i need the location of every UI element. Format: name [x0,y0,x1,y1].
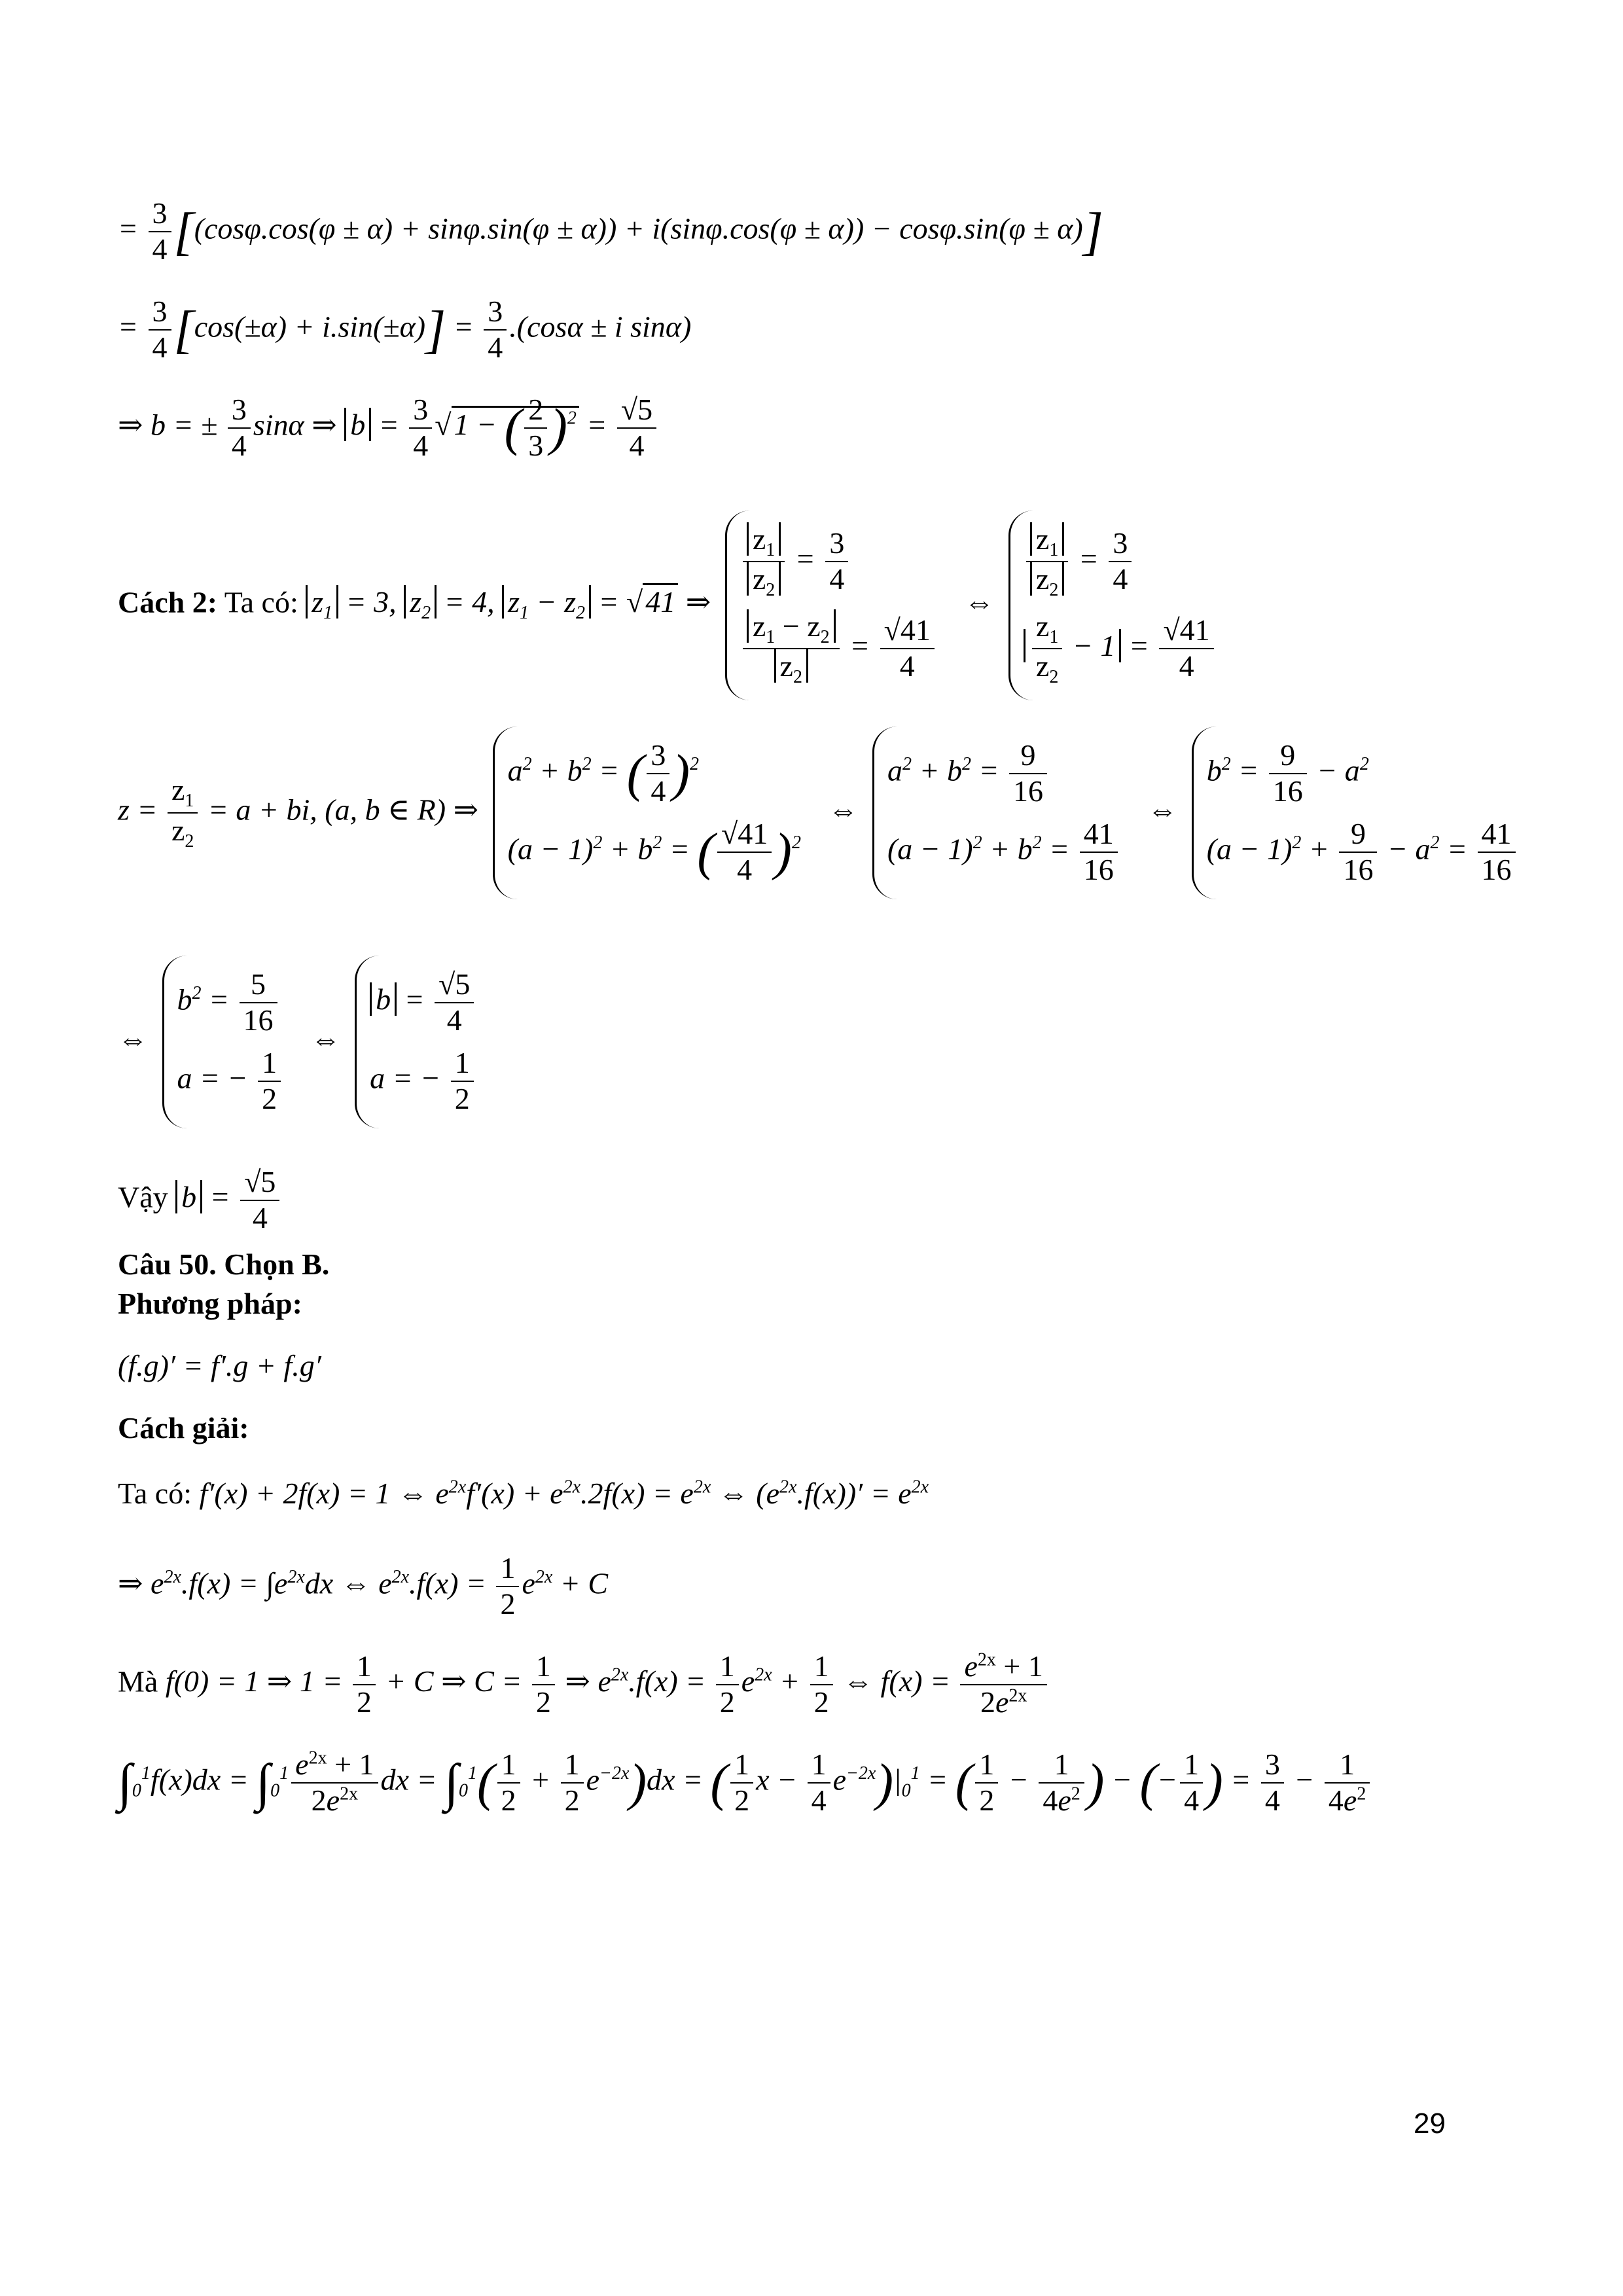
q50-equation-1: Ta có: f′(x) + 2f(x) = 1 ⇔ $e^{2x}f'(x) + e^{2x}.2f(x) = e^{2x}$ ⇔ $(e^{2x}.f(x))' = e^{2x}$ [118,1477,929,1510]
equation-line-2: = $\frac{3}{4}$ [cos(±α) + i.sin(±α)] = $\frac{3}{4}$ .(cosα ± i sinα) [118,295,692,364]
q50-equation-2: ⇒ $e^{2x}.f(x) = \int e^{2x}dx$ ⇔ $e^{2x}.f(x)$ = $\frac{1}{2}$ $e^{2x} + C$ [118,1551,609,1621]
ta-co-label: Ta có: [118,1477,192,1510]
q50-equation-4: $\int_0^1f(x)dx = \int_0^1$ $\frac{e^{2x} + 1}{2e^{2x}}$ dx = $\int_0^1$( $\frac{1}{2}$ + $\frac{1}{2}$ $e^{-2x})dx$ = ( $\frac{1}{2}$ x − $\frac{1}{4}$ $e^{-2x})|_0^1$ = ( $\frac{1}{2}$ − $\frac{1}{4e^2}$ ) − (− $\frac{1}{4}$ ) = $\frac{3}{4}$ − $\frac{1}{4e^2}$ [118,1748,1372,1818]
method2-text: Ta có: [224,585,298,619]
question-50-heading: Câu 50. Chọn B. [118,1247,330,1281]
ma-label: Mà [118,1664,158,1698]
equation-line-3: ⇒ b = ± $\frac{3}{4}$ sinα ⇒ b = $\frac{3}{4}$ √1 − ( $\frac{2}{3}$ )$^2$ = $\frac{√5}{4}$ [118,393,659,463]
page-number: 29 [1414,2108,1446,2140]
method2-label: Cách 2: [118,585,218,619]
solution-label: Cách giải: [118,1411,249,1444]
method-label: Phương pháp: [118,1287,302,1320]
product-rule-formula: (f.g)′ = f′.g + f.g′ [118,1349,321,1382]
equation-line-1: = $\frac{3}{4}$ [(cosφ.cos(φ ± α) + sinφ.sin(φ ± α)) + i(sinφ.cos(φ ± α)) − cosφ.sin(φ ± α)] [118,196,1103,266]
q50-equation-3: Mà f(0) = 1 ⇒ 1 = $\frac{1}{2}$ + C ⇒ C = $\frac{1}{2}$ ⇒ $e^{2x}.f(x)$ = $\frac{1}{2}$ $e^{2x}$ + $\frac{1}{2}$ ⇔ f(x) = $\frac{e^{2x} + 1}{2e^{2x}}$ [118,1649,1050,1720]
z-definition-line: z = $\frac{z_1}{z_2}$ = a + bi, (a, b ∈ R) ⇒ $a^2 + b^2$ = ( $\frac{3}{4}$ )$^2$ $(a - 1)^2 + b^2$ = ( $\frac{√41}{4}$ )$^2$ ⇔ $a^2 + b^2$ = $\frac{9}{16}$ $(a - 1)^2 + b^2$ = $\frac{41}{16}$ ⇔ $b^2$ = $\frac{9}{16}$ − $a^2$ $(a - 1)^2$ + $\frac{9}{16}$ − $a^2$ = $\frac{41}{16}$ [118,726,1538,899]
conclusion-label: Vậy [118,1180,168,1214]
result-system-line: ⇔ $b^2$ = $\frac{5}{16}$ a = − $\frac{1}{2}$ ⇔ b = $\frac{√5}{4}$ a = − $\frac{1}{2}$ [118,956,496,1128]
method2-line: Cách 2: Ta có: $z_1 = 3$, $z_2 = 4$, $z_1 - z_2 = √41$ ⇒ $\frac{z_1}{z_2}$ = $\frac{3}{4}$ $\frac{z_1 - z_2}{z_2}$ = $\frac{√41}{4}$ ⇔ $\frac{z_1}{z_2}$ = $\frac{3}{4}$ $\frac{z_1}{z_2}$ − 1 = $\frac{√41}{4}$ [118,511,1236,700]
conclusion-line: Vậy b = $\frac{√5}{4}$ [118,1165,282,1236]
